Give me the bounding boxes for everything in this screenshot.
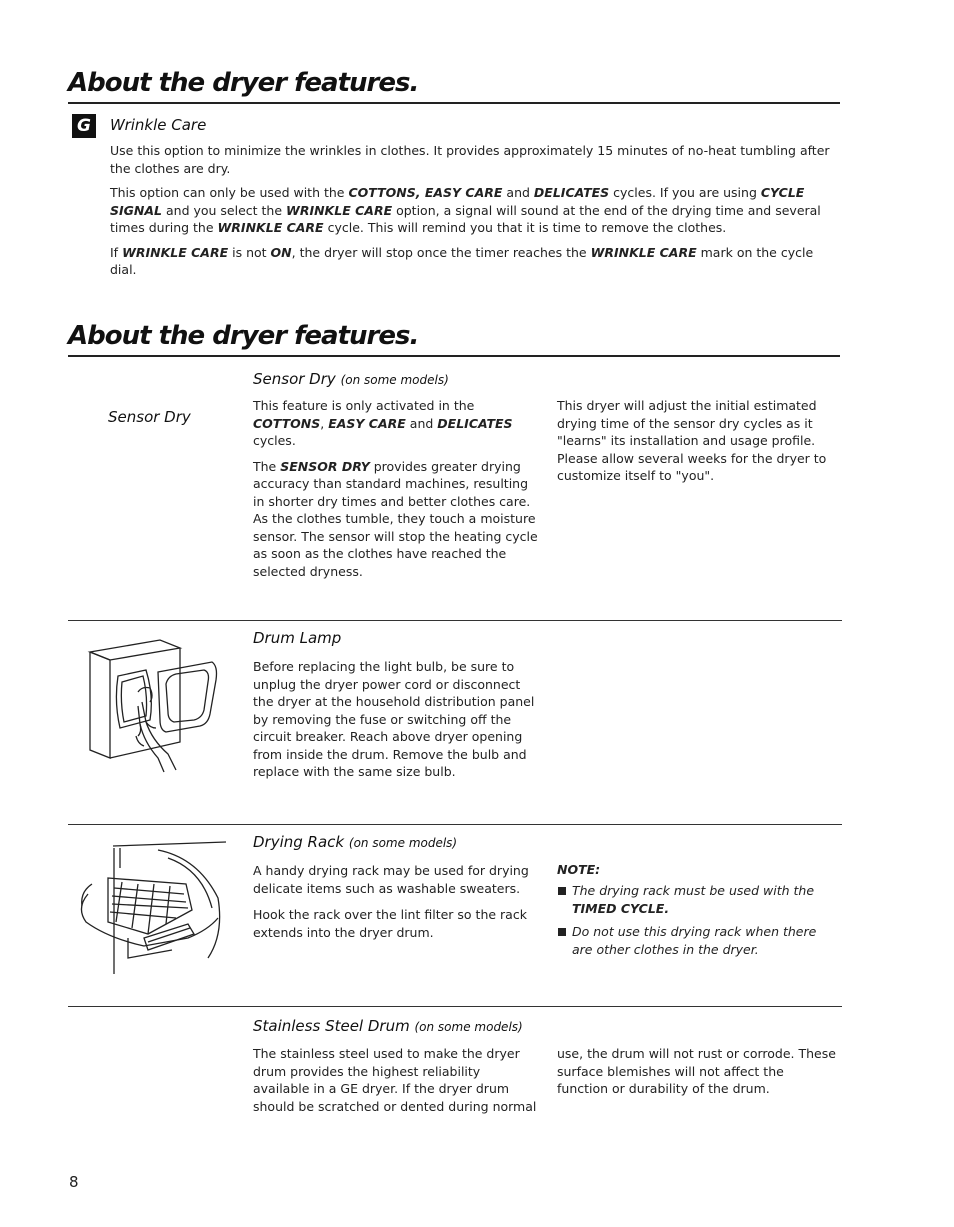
drum-lamp-body: Before replacing the light bulb, be sure to unplug the dryer power cord or disconnect the dryer at the household distribution panel by removing the fuse or switching off the circuit breaker. Reach above dryer opening from inside the drum. Remove the bulb and replace with the same size bulb. xyxy=(253,659,535,779)
stainless-drum-left-col xyxy=(253,1045,538,1115)
wrinkle-care-title: Wrinkle Care xyxy=(110,116,207,134)
sensor-dry-p1: This feature is only activated in the COTTONS, EASY CARE and DELICATES cycles. xyxy=(253,398,513,448)
stainless-drum-title: Stainless Steel Drum (on some models) xyxy=(253,1017,523,1035)
wrinkle-care-p1: Use this option to minimize the wrinkles in clothes. It provides approximately 15 minutes of no-heat tumbling after the clothes are dry. xyxy=(110,143,830,176)
divider-3 xyxy=(68,1006,842,1007)
drying-rack-illustration xyxy=(68,838,233,978)
sensor-dry-right-text: This dryer will adjust the initial estimated drying time of the sensor dry cycles as it "learns" its installation and usage profile. Please allow several weeks for the dryer to customize itself to "you". xyxy=(557,398,827,483)
sensor-dry-side-label: Sensor Dry xyxy=(108,408,191,426)
drum-lamp-body-wrap xyxy=(253,658,543,781)
note-label: NOTE: xyxy=(557,862,601,877)
sensor-dry-right-col xyxy=(557,397,837,485)
divider-1 xyxy=(68,620,842,621)
drying-rack-p1: A handy drying rack may be used for drying delicate items such as washable sweaters. xyxy=(253,863,529,896)
note-bullet-2: Do not use this drying rack when there are other clothes in the dryer. xyxy=(557,923,827,958)
heading-rule-top xyxy=(68,102,840,104)
wrinkle-care-p2: This option can only be used with the COTTONS, EASY CARE and DELICATES cycles. If you are using CYCLE SIGNAL and you select the WRINKLE CARE option, a signal will sound at the end of the drying time and several times during the WRINKLE CARE cycle. This will remind you that it is time to remove the clothes. xyxy=(110,185,821,235)
drum-lamp-title: Drum Lamp xyxy=(253,629,342,647)
stainless-drum-left-text: The stainless steel used to make the dryer drum provides the highest reliability available in a GE dryer. If the dryer drum should be scratched or dented during normal xyxy=(253,1046,537,1114)
drying-rack-p2: Hook the rack over the lint filter so the rack extends into the dryer drum. xyxy=(253,907,527,940)
heading-rule-bottom xyxy=(68,355,840,357)
sensor-dry-left-col xyxy=(253,397,538,580)
page-heading-top: About the dryer features. xyxy=(68,68,419,98)
wrinkle-care-p3: If WRINKLE CARE is not ON, the dryer will stop once the timer reaches the WRINKLE CARE mark on the cycle dial. xyxy=(110,244,814,277)
sensor-dry-p2: The SENSOR DRY provides greater drying accuracy than standard machines, resulting in shorter dry times and better clothes care. As the clothes tumble, they touch a moisture sensor. The sensor will stop the heating cycle as soon as the clothes have reached the selected dryness. xyxy=(253,458,538,579)
page-number: 8 xyxy=(69,1173,79,1191)
drying-rack-left-col xyxy=(253,862,543,941)
stainless-drum-right-text: use, the drum will not rust or corrode. These surface blemishes will not affect the function or durability of the drum. xyxy=(557,1046,836,1096)
stainless-drum-right-col xyxy=(557,1045,837,1098)
drum-lamp-illustration xyxy=(80,632,220,777)
sensor-dry-title: Sensor Dry (on some models) xyxy=(253,370,449,388)
note-bullets xyxy=(557,882,827,958)
drying-rack-title: Drying Rack (on some models) xyxy=(253,833,458,851)
drying-rack-note xyxy=(557,862,827,964)
section-badge: G xyxy=(72,114,96,138)
divider-2 xyxy=(68,824,842,825)
wrinkle-care-body xyxy=(110,142,840,279)
note-bullet-1: The drying rack must be used with the TIMED CYCLE. xyxy=(557,882,827,917)
page-heading-bottom: About the dryer features. xyxy=(68,321,419,351)
